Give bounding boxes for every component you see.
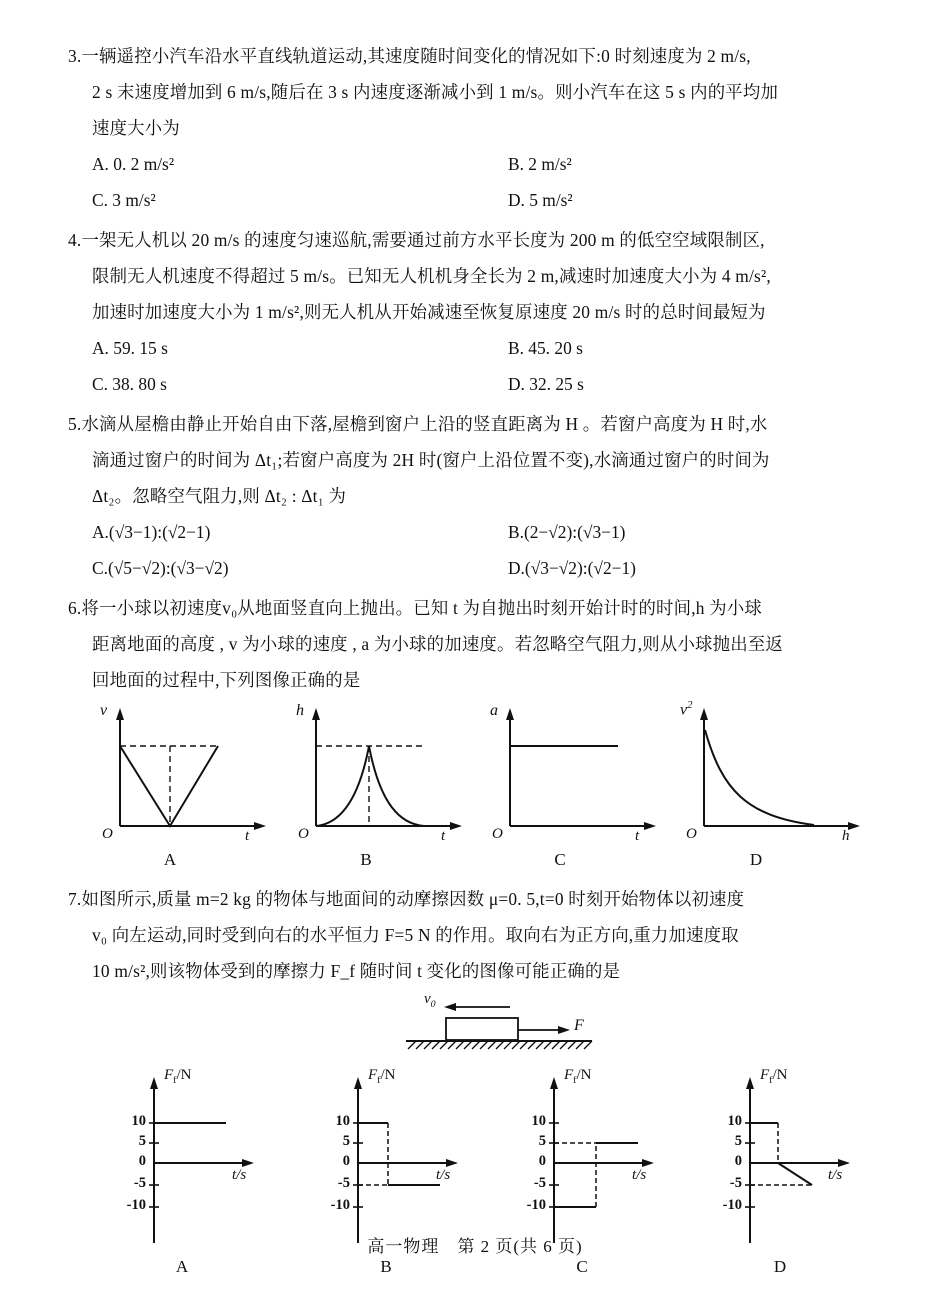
question-3-line-2: 2 s 末速度增加到 6 m/s,随后在 3 s 内速度逐渐减小到 1 m/s。则小汽车在这 5 s 内的平均加 [92, 82, 779, 102]
question-5-line-1 [68, 406, 886, 442]
question-3-option-a[interactable]: A. 0. 2 m/s² [92, 154, 175, 174]
figure-7c-ytick-minus10: -10 [526, 1197, 546, 1213]
figure-6b-xlabel: t [441, 828, 446, 844]
figure-7a-ytick-10: 10 [131, 1113, 146, 1129]
figure-7b-ytick-0: 0 [342, 1153, 350, 1169]
block-diagram-force-label: F [574, 1017, 584, 1034]
question-4-line-1 [68, 222, 886, 258]
question-6-figures [68, 700, 886, 869]
figure-6d [674, 700, 884, 869]
figure-6b-caption: B [360, 850, 372, 869]
figure-6b-plot [286, 704, 486, 844]
question-7 [68, 881, 886, 989]
question-3-option-d[interactable]: D. 5 m/s² [508, 190, 573, 210]
question-4-line-2: 限制无人机速度不得超过 5 m/s。已知无人机机身全长为 2 m,减速时加速度大小为 4 m/s², [92, 266, 771, 286]
question-7-number: 7. [68, 889, 82, 909]
figure-7d-ytick-minus10: -10 [722, 1197, 742, 1213]
figure-6d-origin: O [686, 826, 697, 842]
question-4 [68, 222, 886, 402]
figure-6c-origin: O [492, 826, 503, 842]
question-5-line-2: 滴通过窗户的时间为 Δt₁;若窗户高度为 2H 时(窗户上沿位置不变),水滴通过窗户的时间为 [92, 450, 770, 470]
figure-7d [682, 1067, 887, 1276]
question-4-option-d[interactable]: D. 32. 25 s [508, 374, 584, 394]
figure-7a-ytick-minus10: -10 [126, 1197, 146, 1213]
question-7-line-1 [68, 881, 886, 917]
figure-6b-ylabel: h [296, 702, 304, 719]
figure-7d-ytick-0: 0 [734, 1153, 742, 1169]
figure-7a [86, 1067, 286, 1276]
page-content [68, 38, 886, 1290]
question-3-number: 3. [68, 46, 82, 66]
question-5-option-d[interactable]: D.(√3−√2):(√2−1) [508, 558, 636, 578]
figure-7d-ytick-10: 10 [727, 1113, 742, 1129]
figure-6b [286, 702, 486, 869]
figure-6c-xlabel: t [635, 828, 640, 844]
figure-7d-xlabel: t/s [828, 1167, 843, 1183]
question-3-line-1 [68, 38, 886, 74]
question-7-figures [68, 1067, 886, 1290]
question-5-option-b[interactable]: B.(2−√2):(√3−1) [508, 522, 626, 542]
question-3-options-row-2 [68, 182, 886, 218]
question-6-line-1 [68, 590, 886, 626]
question-5-options-row-1 [68, 514, 886, 550]
question-3-option-c[interactable]: C. 3 m/s² [92, 190, 156, 210]
figure-7b-ytick-5: 5 [342, 1133, 350, 1149]
question-5 [68, 406, 886, 586]
question-4-option-c[interactable]: C. 38. 80 s [92, 374, 167, 394]
question-3 [68, 38, 886, 218]
figure-7b-ytick-minus10: -10 [330, 1197, 350, 1213]
figure-6d-ylabel: $v^2$ [680, 700, 693, 719]
question-4-options-row-2 [68, 366, 886, 402]
figure-7c-xlabel: t/s [632, 1167, 647, 1183]
question-3-option-b[interactable]: B. 2 m/s² [508, 154, 572, 174]
figure-6a-origin: O [102, 826, 113, 842]
figure-6b-origin: O [298, 826, 309, 842]
figure-7d-ytick-5: 5 [734, 1133, 742, 1149]
figure-7c [486, 1067, 686, 1276]
question-4-option-a[interactable]: A. 59. 15 s [92, 338, 168, 358]
question-7-line-2: v₀ 向左运动,同时受到向右的水平恒力 F=5 N 的作用。取向右为正方向,重力加速度取 [92, 925, 739, 945]
question-6-text-1: 将一小球以初速度v₀从地面竖直向上抛出。已知 t 为自抛出时刻开始计时的时间,h 为小球 [81, 598, 762, 618]
figure-6c [480, 702, 680, 869]
question-7-line-3: 10 m/s²,则该物体受到的摩擦力 F_f 随时间 t 变化的图像可能正确的是 [92, 961, 621, 981]
figure-7b-xlabel: t/s [436, 1167, 451, 1183]
page-footer: 高一物理 第 2 页(共 6 页) [367, 1237, 583, 1256]
question-7-text-1: 如图所示,质量 m=2 kg 的物体与地面间的动摩擦因数 μ=0. 5,t=0 时刻开始物体以初速度 [81, 889, 745, 909]
figure-7c-ytick-5: 5 [538, 1133, 546, 1149]
question-3-options-row-1 [68, 146, 886, 182]
question-4-text-1: 一架无人机以 20 m/s 的速度匀速巡航,需要通过前方水平长度为 200 m 的低空空域限制区, [81, 230, 765, 250]
figure-7a-ytick-5: 5 [138, 1133, 146, 1149]
question-6 [68, 590, 886, 698]
figure-7d-caption: D [773, 1257, 787, 1276]
figure-7b-ytick-10: 10 [335, 1113, 350, 1129]
figure-7c-ytick-10: 10 [531, 1113, 546, 1129]
question-4-number: 4. [68, 230, 82, 250]
figure-6c-plot [480, 704, 680, 844]
question-3-text-1: 一辆遥控小汽车沿水平直线轨道运动,其速度随时间变化的情况如下:0 时刻速度为 2 m/s, [81, 46, 751, 66]
figure-7b-caption: B [380, 1257, 392, 1276]
block-diagram-velocity-label: $v_0$ [424, 991, 436, 1010]
question-5-line-3: Δt₂。忽略空气阻力,则 Δt₂ : Δt₁ 为 [92, 486, 347, 506]
figure-7d-ylabel: $F_f/N$ [760, 1067, 788, 1086]
question-4-line-3: 加速时加速度大小为 1 m/s²,则无人机从开始减速至恢复原速度 20 m/s 时的总时间最短为 [92, 302, 766, 322]
figure-7b-ytick-minus5: -5 [337, 1175, 350, 1191]
figure-6d-plot [674, 704, 884, 844]
question-6-line-2: 距离地面的高度 , v 为小球的速度 , a 为小球的加速度。若忽略空气阻力,则从小球抛出至返 [92, 634, 784, 654]
figure-7a-xlabel: t/s [232, 1167, 247, 1183]
figure-6a-xlabel: t [245, 828, 250, 844]
question-5-option-c[interactable]: C.(√5−√2):(√3−√2) [92, 558, 229, 578]
figure-6d-xlabel: h [842, 828, 850, 844]
question-7-block-diagram [68, 993, 886, 1065]
figure-7c-ylabel: $F_f/N$ [564, 1067, 592, 1086]
figure-6a [90, 702, 290, 869]
question-5-option-a[interactable]: A.(√3−1):(√2−1) [92, 522, 211, 542]
question-4-options-row-1 [68, 330, 886, 366]
figure-7a-ylabel: $F_f/N$ [164, 1067, 192, 1086]
figure-6c-caption: C [554, 850, 566, 869]
figure-7a-ytick-0: 0 [138, 1153, 146, 1169]
question-6-line-3: 回地面的过程中,下列图像正确的是 [92, 670, 361, 690]
figure-7b [290, 1067, 490, 1276]
question-3-line-3: 速度大小为 [92, 118, 180, 138]
question-6-number: 6. [68, 598, 82, 618]
figure-7a-ytick-minus5: -5 [133, 1175, 146, 1191]
question-5-number: 5. [68, 414, 82, 434]
figure-7c-caption: C [576, 1257, 588, 1276]
figure-6a-caption: A [163, 850, 177, 869]
figure-6a-plot [90, 704, 290, 844]
question-4-option-b[interactable]: B. 45. 20 s [508, 338, 583, 358]
figure-6c-ylabel: a [490, 702, 498, 719]
figure-7a-caption: A [175, 1257, 189, 1276]
block-diagram-cell [384, 993, 624, 1065]
block-on-ground-svg [384, 993, 624, 1065]
figure-6a-ylabel: v [100, 702, 108, 719]
figure-7c-ytick-0: 0 [538, 1153, 546, 1169]
figure-7c-ytick-minus5: -5 [533, 1175, 546, 1191]
figure-6d-caption: D [749, 850, 763, 869]
figure-7b-ylabel: $F_f/N$ [368, 1067, 396, 1086]
question-5-options-row-2 [68, 550, 886, 586]
figure-7d-ytick-minus5: -5 [729, 1175, 742, 1191]
question-5-text-1: 水滴从屋檐由静止开始自由下落,屋檐到窗户上沿的竖直距离为 H 。若窗户高度为 H 时,水 [81, 414, 768, 434]
